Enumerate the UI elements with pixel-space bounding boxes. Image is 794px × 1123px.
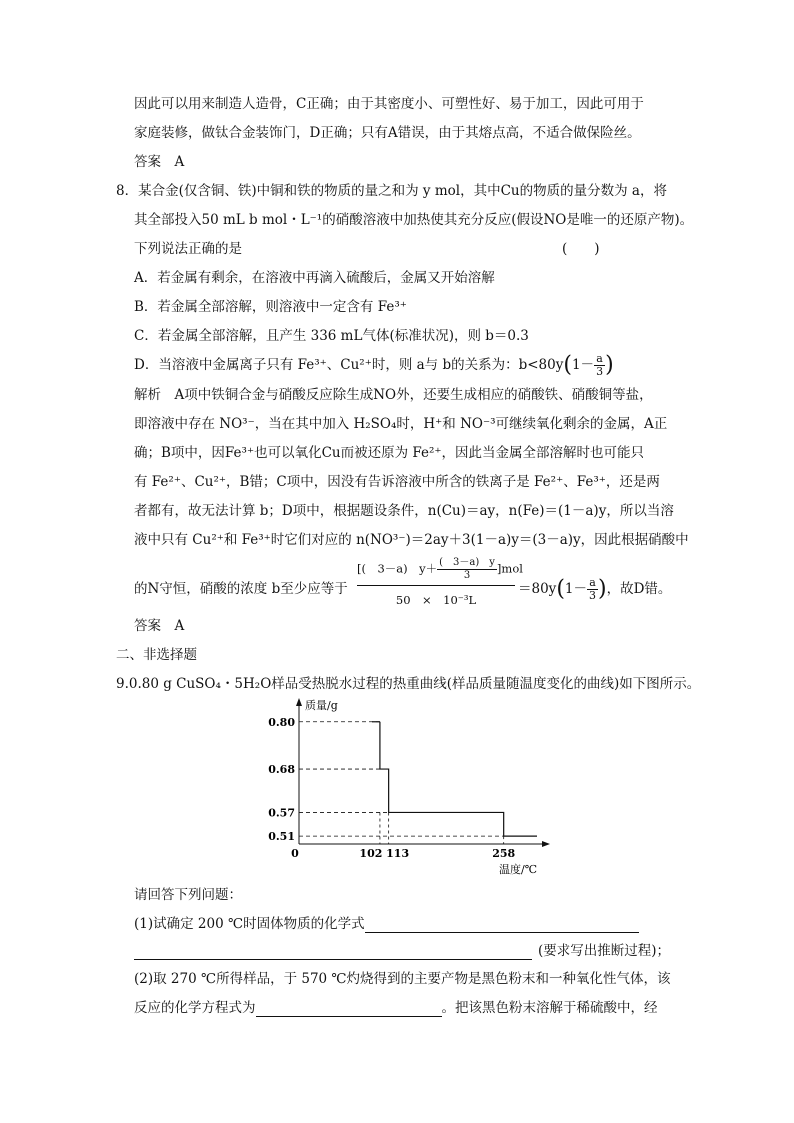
x-axis-arrow	[542, 841, 550, 847]
answer-blank[interactable]	[256, 1002, 442, 1017]
inner-numerator: ( 3－a) y	[439, 557, 495, 568]
question-9-part-2: (2)取 270 ℃所得样品，于 570 ℃灼烧得到的主要产物是黑色粉末和一种氧化性气体，该	[134, 971, 671, 987]
y-axis-label: 质量/g	[305, 699, 338, 712]
fraction-a-over-3	[594, 353, 605, 378]
answer-line: 答案 A	[134, 154, 185, 170]
question-9-part-1	[134, 915, 639, 933]
analysis-line-fraction-lead: 的N守恒，硝酸的浓度 b至少应等于	[134, 581, 348, 597]
x-tick-label: 102	[359, 847, 383, 860]
option-d-one: 1－	[571, 357, 595, 373]
equals-80y: ＝80y	[518, 581, 557, 597]
big-fraction-numerator	[357, 557, 523, 586]
y-tick-label: 0.57	[268, 806, 295, 820]
part-2-text: 反应的化学方程式为	[134, 1000, 256, 1016]
analysis-line: 者都有，故无法计算 b；D项中，根据题设条件，n(Cu)＝ay，n(Fe)＝(1－a)y，所以当溶	[134, 503, 674, 519]
part-2-tail: 。把该黑色粉末溶解于稀硫酸中，经	[441, 1000, 658, 1016]
y-tick-label: 0.68	[268, 763, 295, 777]
question-8-stem: 8．某合金(仅含铜、铁)中铜和铁的物质的量之和为 y mol，其中Cu的物质的量分数为 a，将	[116, 183, 667, 199]
thermogravimetric-chart	[262, 698, 562, 876]
part-1-text: (1)试确定 200 ℃时固体物质的化学式	[134, 916, 365, 932]
answer-blank[interactable]	[365, 918, 639, 933]
analysis-line: 即溶液中存在 NO³⁻，当在其中加入 H₂SO₄时，H⁺和 NO⁻³可继续氧化剩余的金属，A正	[134, 416, 668, 432]
y-tick-label: 0.51	[268, 830, 295, 844]
question-8-stem-text: 下列说法正确的是	[134, 241, 242, 257]
text-line: 家庭装修，做钛合金装饰门，D正确；只有A错误，由于其熔点高，不适合做保险丝。	[134, 125, 641, 141]
fraction-numerator: a	[587, 577, 598, 590]
analysis-line: 有 Fe²⁺、Cu²⁺，B错；C项中，因没有告诉溶液中所含的铁离子是 Fe²⁺、Fe³⁺，还是两	[134, 474, 660, 490]
fraction-a-over-3	[587, 577, 598, 602]
x-tick-label: 113	[386, 847, 410, 860]
analysis-line: 解析 A项中铁铜合金与硝酸反应除生成NO外，还要生成相应的硝酸铁、硝酸铜等盐，	[134, 387, 653, 403]
paren-open: (	[563, 352, 572, 378]
origin-label: 0	[291, 847, 299, 860]
text-line: 因此可以用来制造人造骨，C正确；由于其密度小、可塑性好、易于加工，因此可用于	[134, 96, 644, 112]
question-9-part-1-cont	[134, 942, 670, 960]
option-c: C．若金属全部溶解，且产生 336 mL气体(标准状况)，则 b＝0.3	[134, 328, 529, 344]
option-a: A．若金属有剩余，在溶液中再滴入硫酸后，金属又开始溶解	[134, 270, 495, 286]
conclusion: ，故D错。	[606, 581, 672, 597]
y-tick-label: 0.80	[268, 715, 295, 729]
paren-close: )	[598, 576, 607, 602]
question-9-part-2-cont	[134, 999, 658, 1017]
big-fraction	[357, 557, 523, 607]
answer-line: 答案 A	[134, 618, 185, 634]
prompt-line: 请回答下列问题：	[134, 887, 242, 903]
question-9-stem: 9.0.80 g CuSO₄・5H₂O样品受热脱水过程的热重曲线(样品质量随温度变化的曲线)如下图所示。	[116, 676, 701, 692]
analysis-line: 液中只有 Cu²⁺和 Fe³⁺时它们对应的 n(NO³⁻)＝2ay＋3(1－a)y＝(3－a)y，因此根据硝酸中	[134, 532, 689, 548]
one-minus: 1－	[564, 581, 587, 597]
fraction-numerator: a	[594, 353, 605, 366]
inner-fraction	[437, 557, 497, 582]
paren-close: )	[605, 352, 614, 378]
x-tick-label: 258	[492, 847, 516, 860]
question-8-stem: 其全部投入50 mL b mol・L⁻¹的硝酸溶液中加热使其充分反应(假设NO是唯一的还原产物)。	[134, 212, 694, 228]
option-d	[134, 350, 614, 381]
analysis-line: 确；B项中，因Fe³⁺也可以氧化Cu而被还原为 Fe²⁺，因此当金属全部溶解时也可能只	[134, 445, 645, 461]
inner-denominator: 3	[463, 570, 471, 581]
fraction-denominator: 3	[589, 589, 596, 602]
big-fraction-denominator: 50 × 10⁻³L	[395, 593, 477, 607]
x-axis-label: 温度/℃	[499, 863, 538, 876]
part-1-note: (要求写出推断过程)；	[538, 943, 671, 959]
option-d-text: D．当溶液中金属离子只有 Fe³⁺、Cu²⁺时，则 a与 b的关系为：b<80y	[134, 357, 564, 373]
paren-open: (	[556, 576, 565, 602]
mass-curve	[380, 722, 537, 836]
answer-blank[interactable]	[134, 945, 532, 960]
analysis-line-fraction-tail	[518, 574, 671, 605]
option-b: B．若金属全部溶解，则溶液中一定含有 Fe³⁺	[134, 299, 407, 315]
fraction-denominator: 3	[596, 365, 604, 378]
numerator-unit: ]mol	[496, 561, 523, 576]
question-8-stem	[134, 240, 604, 258]
numerator-part: [( 3－a) y＋	[357, 561, 438, 576]
answer-bracket: ( )	[562, 241, 600, 257]
y-axis-arrow	[296, 698, 302, 706]
section-heading: 二、非选择题	[116, 647, 197, 663]
